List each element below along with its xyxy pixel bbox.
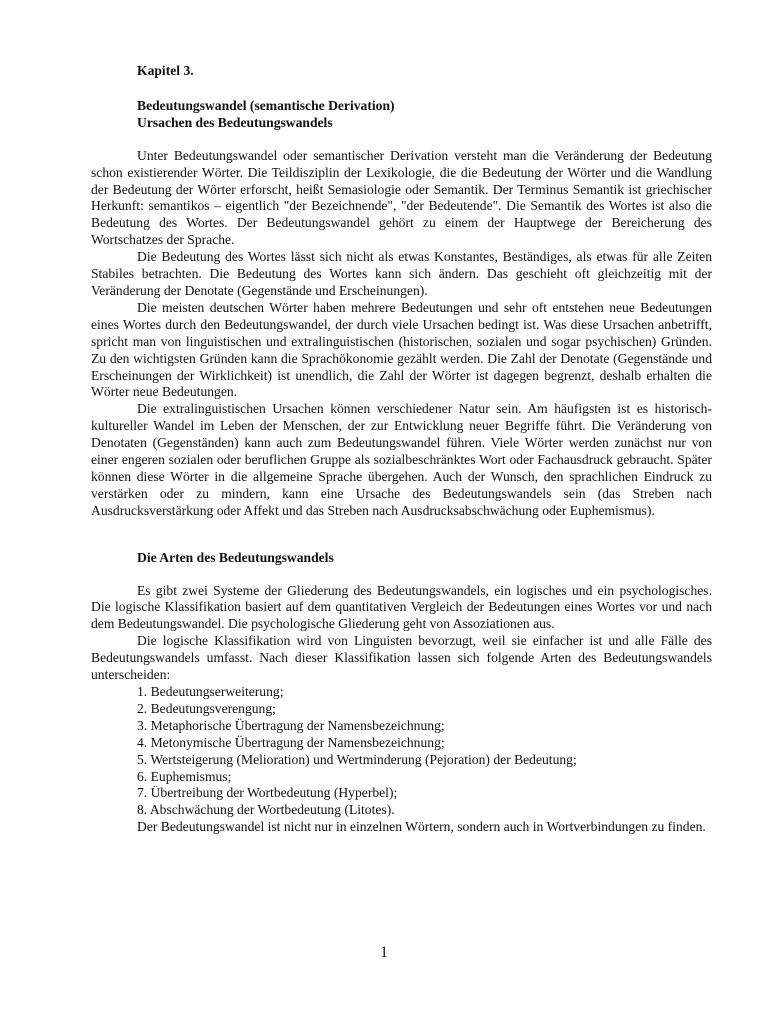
section-subtitle: Ursachen des Bedeutungswandels [137, 114, 333, 130]
chapter-heading: Kapitel 3. [137, 63, 194, 78]
section-title: Die Arten des Bedeutungswandels [137, 549, 334, 565]
list-item: 8. Abschwächung der Wortbedeutung (Litotes). [137, 802, 395, 818]
paragraph: Die Bedeutung des Wortes lässt sich nicht als etwas Konstantes, Beständiges, als etwas für alle Zeiten Stabiles betrachten. Die Bedeutung des Wortes kann sich ändern. Das geschieht oft gleichzeitig mit der Veränderung der Denotate (Gegenstände und Erscheinungen). [91, 249, 712, 298]
document-page [91, 63, 712, 836]
section-title: Bedeutungswandel (semantische Derivation) [137, 97, 395, 113]
page-number: 1 [380, 944, 388, 961]
list-item: 2. Bedeutungsverengung; [137, 700, 276, 716]
paragraph: Es gibt zwei Systeme der Gliederung des Bedeutungswandels, ein logisches und ein psychologisches. Die logische Klassifikation basiert auf dem quantitativen Vergleich der Bedeutungen eines Wortes vor und nach dem Bedeutungswandel. Die psychologische Gliederung geht von Assoziationen aus. [91, 582, 712, 632]
paragraph: Die meisten deutschen Wörter haben mehrere Bedeutungen und sehr oft entstehen neue Bedeutungen eines Wortes durch den Bedeutungswandel, der durch viele Ursachen bedingt ist. Was diese Ursachen anbetrifft, spricht man von linguistischen und extralinguistischen (historischen, sozialen und sogar psychischen) Gründen. Zu den wichtigsten Gründen kann die Sprachökonomie gezählt werden. Die Zahl der Denotate (Gegenstände und Erscheinungen der Wirklichkeit) ist unendlich, die Zahl der Wörter ist dagegen begrenzt, deshalb erhalten die Wörter neue Bedeutungen. [91, 299, 712, 400]
list-item: 7. Übertreibung der Wortbedeutung (Hyperbel); [137, 785, 398, 801]
paragraph: Der Bedeutungswandel ist nicht nur in einzelnen Wörtern, sondern auch in Wortverbindungen zu finden. [137, 819, 706, 835]
list-item: 4. Metonymische Übertragung der Namensbezeichnung; [137, 734, 445, 750]
list-item: 3. Metaphorische Übertragung der Namensbezeichnung; [137, 717, 445, 733]
paragraph: Unter Bedeutungswandel oder semantischer Derivation versteht man die Veränderung der Bedeutung schon existierender Wörter. Die Teildisziplin der Lexikologie, die die Bedeutung der Wörter und die Wandlung der Bedeutung der Wörter erforscht, heißt Semasiologie oder Semantik. Der Terminus Semantik ist griechischer Herkunft: semantikos – eigentlich "der Bezeichnende", "der Bedeutende". Die Semantik des Wortes ist also die Bedeutung des Wortes. Der Bedeutungswandel gehört zu einem der Hauptwege der Bereicherung des Wortschatzes der Sprache. [91, 147, 712, 248]
paragraph: Die extralinguistischen Ursachen können verschiedener Natur sein. Am häufigsten ist es historisch-kultureller Wandel im Leben der Menschen, der zur Entwicklung neuer Begriffe führt. Die Veränderung von Denotaten (Gegenständen) kann auch zum Bedeutungswandel führen. Viele Wörter werden zunächst nur von einer engeren sozialen oder beruflichen Gruppe als sozialbeschränktes Wort oder Fachausdruck gebraucht. Später können diese Wörter in die allgemeine Sprache übergehen. Auch der Wunsch, den sprachlichen Eindruck zu verstärken oder zu mindern, kann eine Ursache des Bedeutungswandels sein (das Streben nach Ausdrucksverstärkung oder Affekt und das Streben nach Ausdrucksabschwächung oder Euphemismus). [91, 401, 712, 518]
types-list [91, 684, 712, 819]
list-item: 1. Bedeutungserweiterung; [137, 684, 284, 699]
list-item: 6. Euphemismus; [137, 768, 232, 784]
list-item: 5. Wertsteigerung (Melioration) und Wertminderung (Pejoration) der Bedeutung; [137, 751, 577, 767]
paragraph: Die logische Klassifikation wird von Linguisten bevorzugt, weil sie einfacher ist und alle Fälle des Bedeutungswandels umfasst. Nach dieser Klassifikation lassen sich folgende Arten des Bedeutungswandels unterscheiden: [91, 633, 712, 683]
